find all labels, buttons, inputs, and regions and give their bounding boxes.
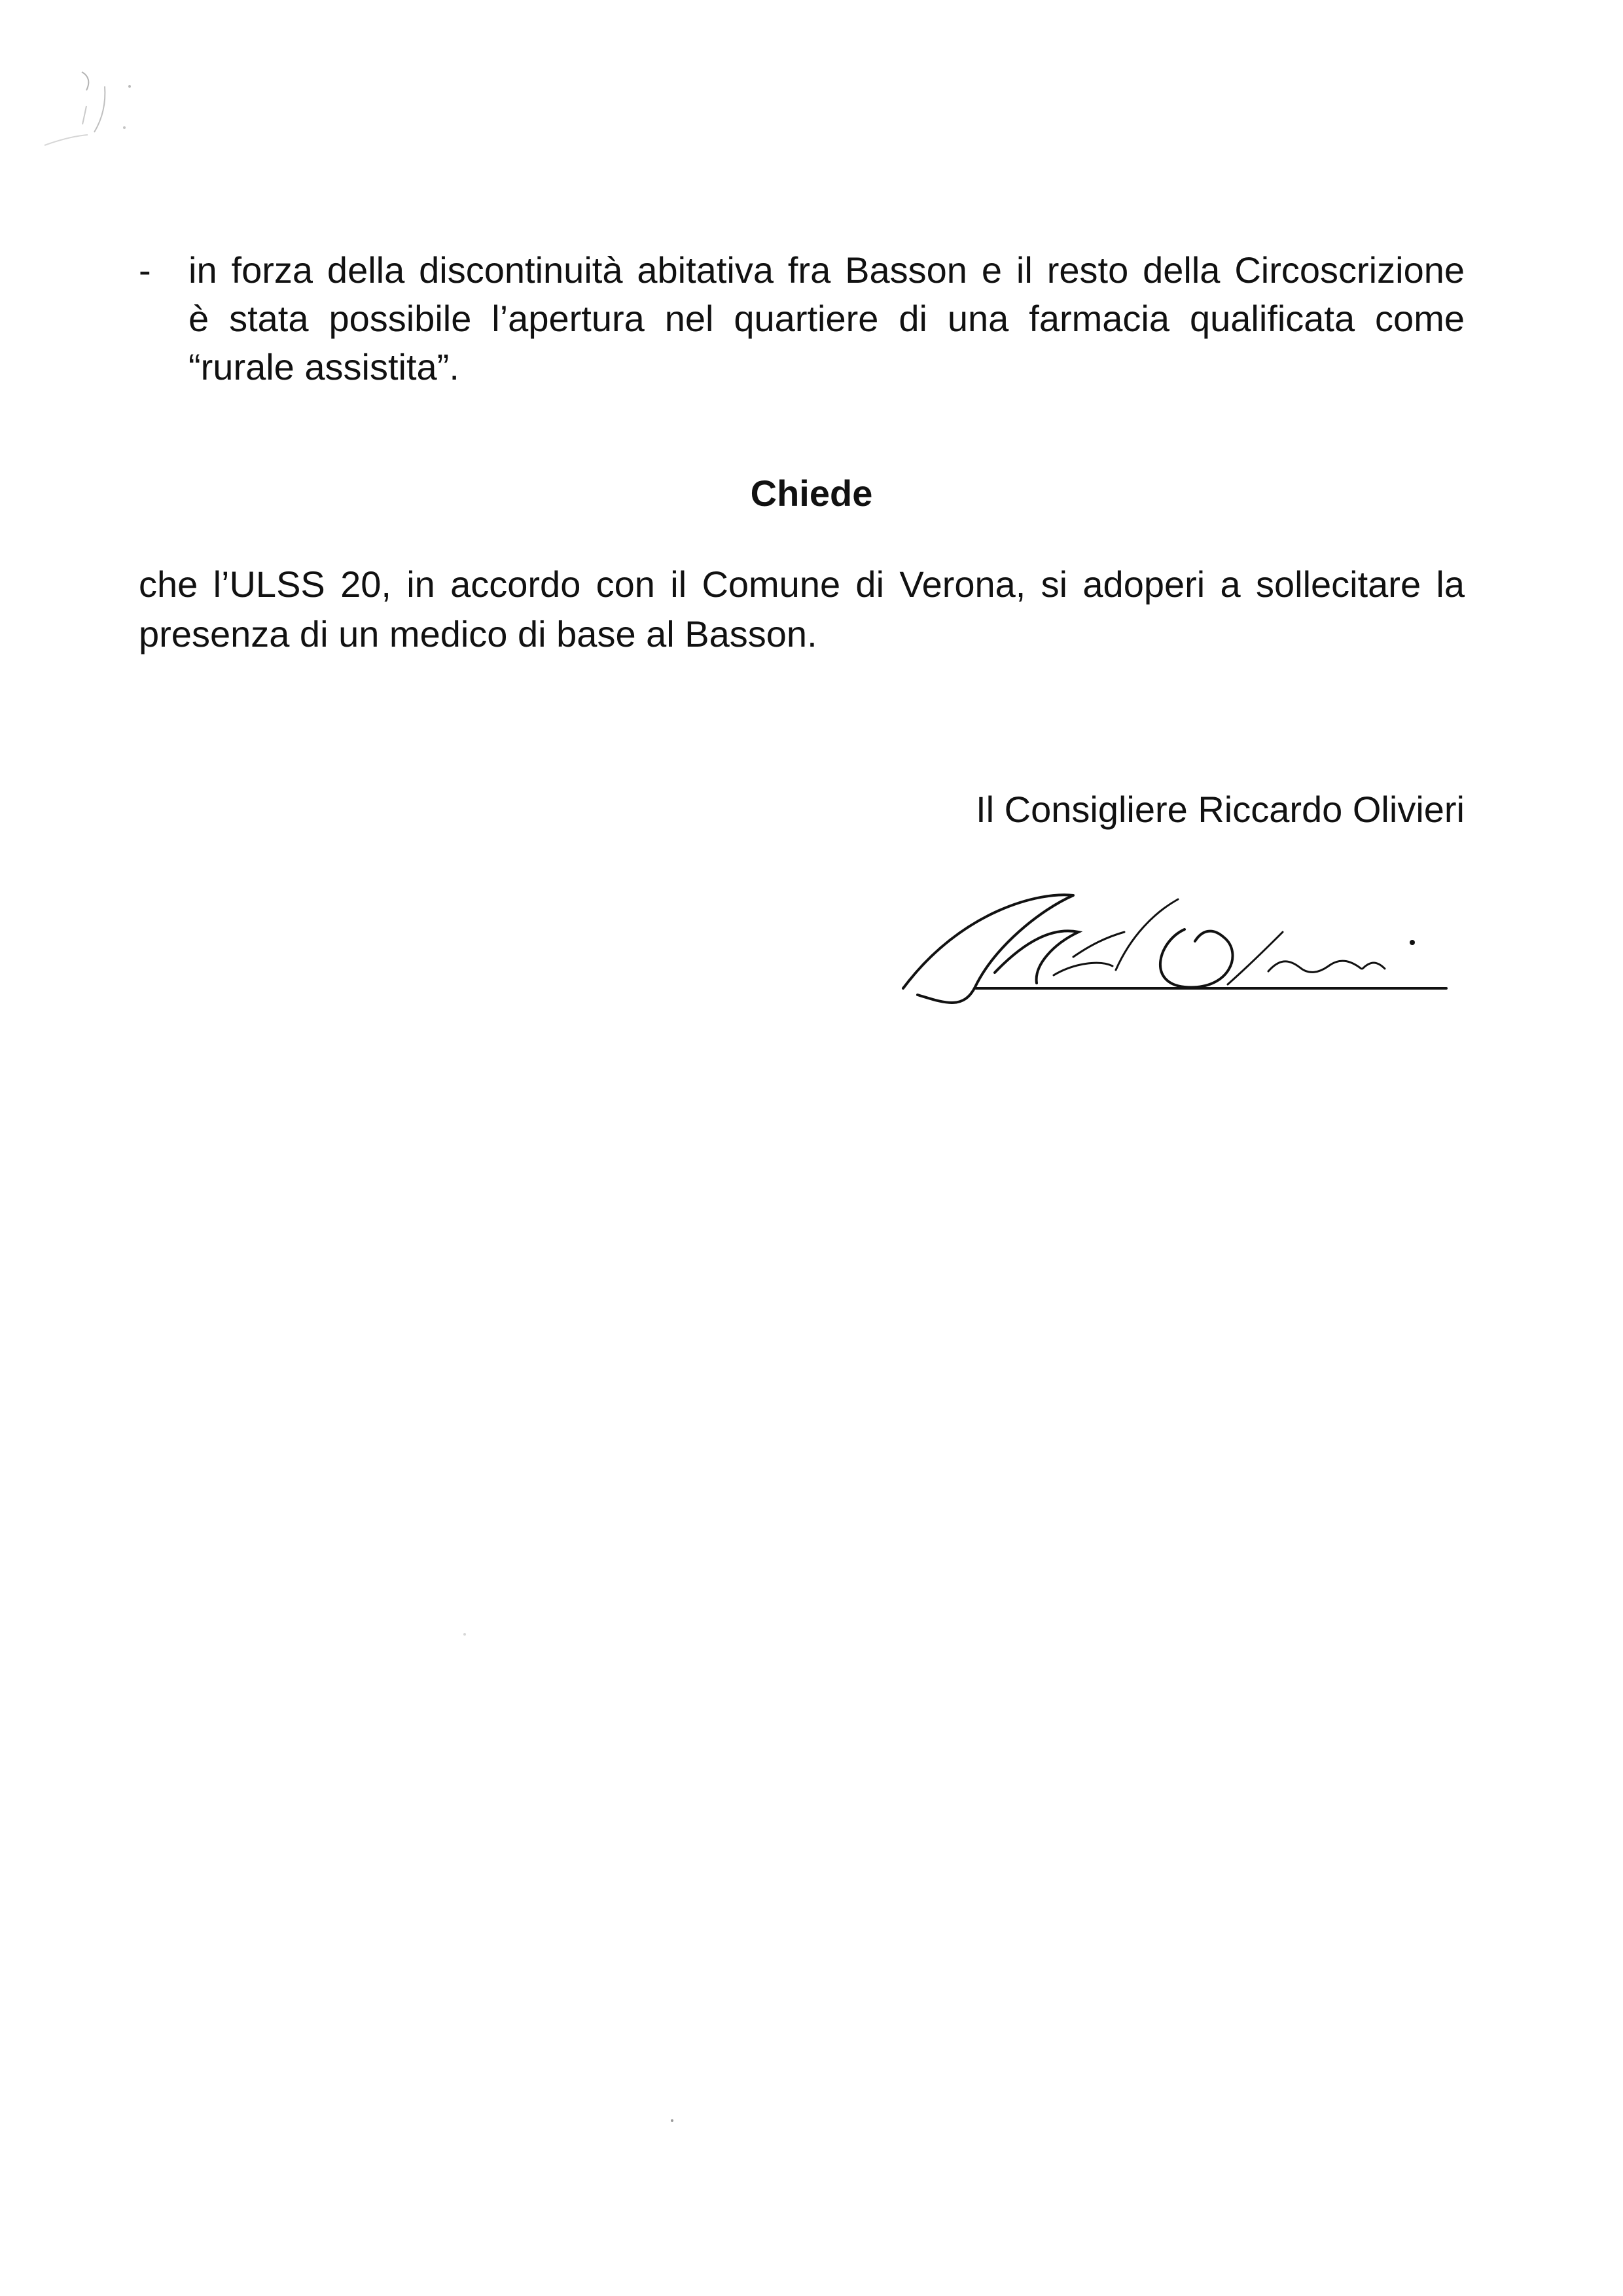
- request-heading: Chiede: [750, 473, 873, 514]
- handwritten-signature: [877, 864, 1466, 1021]
- scan-smudge-mark: [26, 59, 177, 170]
- bullet-line-1: in forza della discontinuità abitativa fra Basson e il resto della Circoscrizione: [188, 249, 1465, 291]
- scan-dust-1: [671, 2119, 673, 2122]
- bullet-line-2: è stata possibile l’apertura nel quartiere di una farmacia qualificata come: [188, 298, 1465, 339]
- request-paragraph: [139, 560, 1465, 659]
- bullet-marker: -: [139, 249, 151, 291]
- request-line-2: presenza di un medico di base al Basson.: [139, 613, 817, 655]
- signer-title: Il Consigliere Riccardo Olivieri: [976, 789, 1465, 830]
- request-line-1: che l’ULSS 20, in accordo con il Comune di Verona, si adoperi a sollecitare la: [139, 564, 1465, 605]
- scan-dust-2: [463, 1633, 466, 1636]
- bullet-text: [188, 246, 1465, 391]
- bullet-line-3: “rurale assistita”.: [188, 346, 459, 387]
